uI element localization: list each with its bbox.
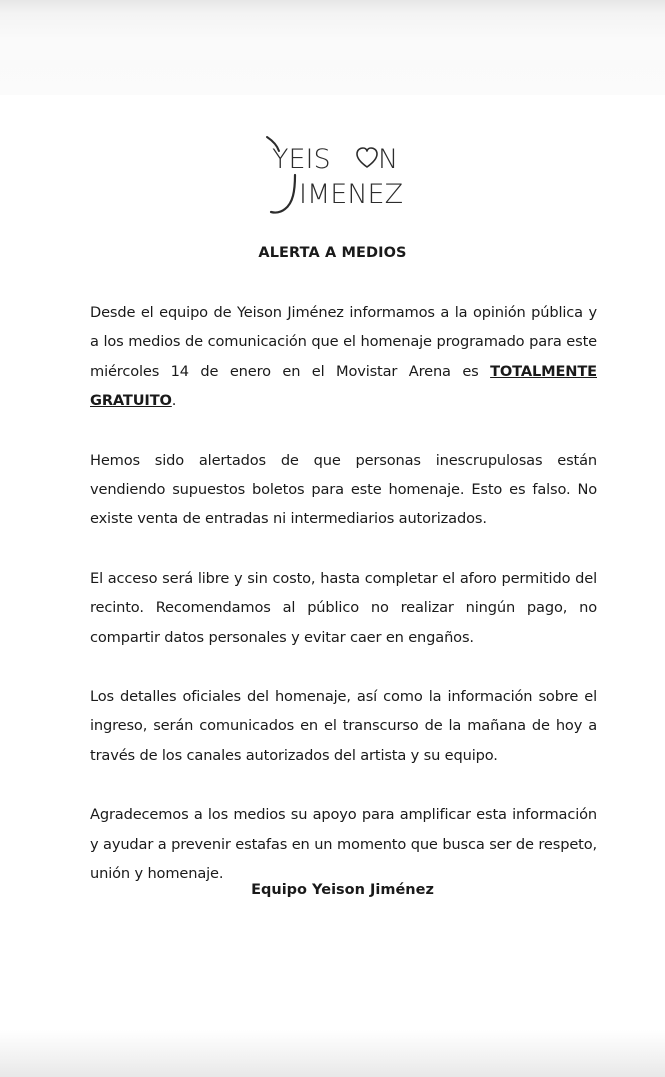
signature: Equipo Yeison Jiménez (251, 882, 434, 898)
logo-line1-end: N (378, 144, 399, 175)
paragraph-5: Agradecemos a los medios su apoyo para amplificar esta información y ayudar a prevenir estafas en un momento que busca ser de respeto, unión y homenaje. (90, 806, 597, 883)
yeison-jimenez-logo (255, 135, 430, 217)
logo-graphic (255, 135, 430, 217)
free-admission-emphasis: TOTALMENTE GRATUITO (90, 362, 597, 410)
top-shade (0, 0, 665, 95)
paragraph-3: El acceso será libre y sin costo, hasta completar el aforo permitido del recinto. Recomendamos al público no realizar ningún pago, no compartir datos personales y evitar caer en engaños. (90, 569, 597, 646)
document-body (90, 298, 597, 919)
bottom-shade (0, 1030, 665, 1077)
logo-line1-start: YEIS (272, 144, 331, 175)
paragraph-1-end: . (171, 392, 177, 410)
paragraph-4: Los detalles oficiales del homenaje, así como la información sobre el ingreso, serán comunicados en el transcurso de la mañana de hoy a través de los canales autorizados del artista y su equipo. (90, 688, 597, 764)
paragraph-2: Hemos sido alertados de que personas inescrupulosas están vendiendo supuestos boletos para este homenaje. Esto es falso. No existe venta de entradas ni intermediarios autorizados. (90, 451, 597, 528)
logo-line2: IMENEZ (299, 179, 404, 210)
heart-icon (357, 148, 377, 167)
paragraph-1 (90, 298, 597, 416)
paragraph-1-text: Desde el equipo de Yeison Jiménez informamos a la opinión pública y a los medios de comunicación que el homenaje programado para este miércoles 14 de enero en el Movistar Arena es (90, 304, 597, 380)
document-title: ALERTA A MEDIOS (258, 245, 407, 261)
